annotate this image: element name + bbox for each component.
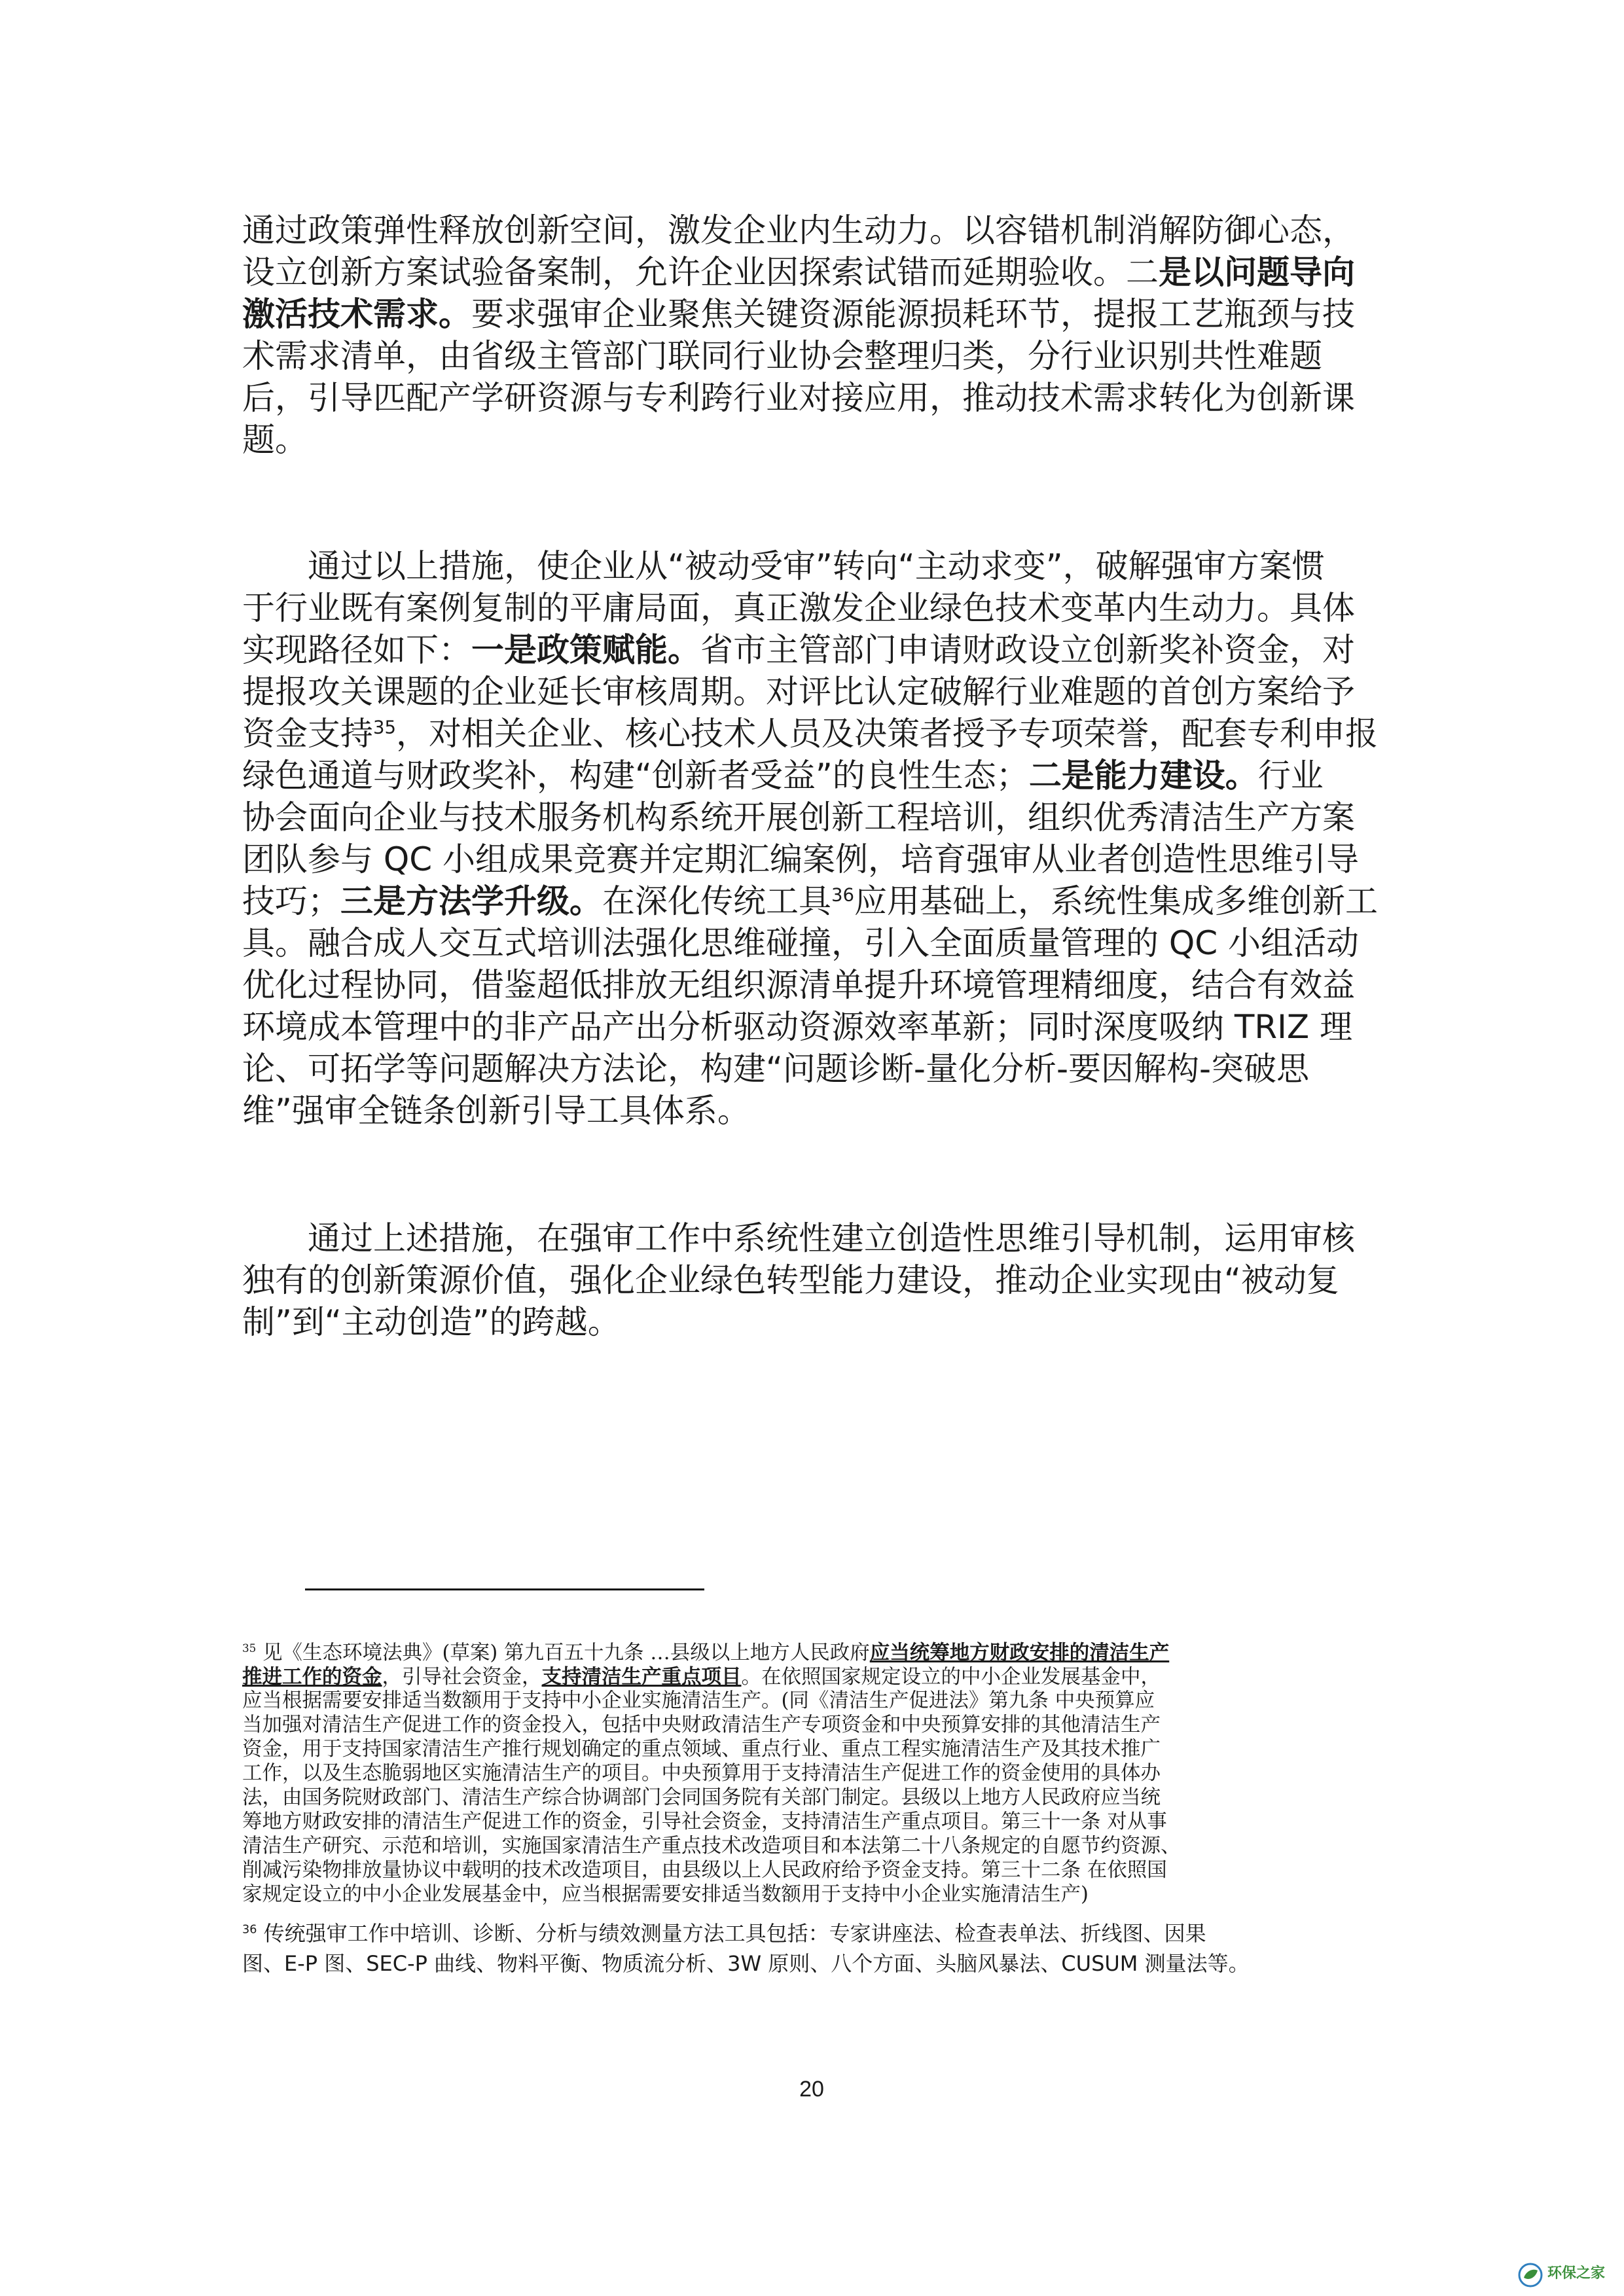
body-line [242,756,1324,795]
text-run: 后，引导匹配产学研资源与专利跨行业对接应用，推动技术需求转化为创新课 [242,379,1355,417]
text-run: 行业 [1257,757,1324,795]
text-run: 图、E-P 图、SEC-P 曲线、物料平衡、物质流分析、3W 原则、八个方面、头脑风暴法、CUSUM 测量法等。 [242,1951,1250,1976]
text-run: 技巧； [242,882,340,920]
text-run: ，引导社会资金， [382,1666,542,1689]
leaf-globe-icon [1517,2262,1543,2288]
body-line [242,714,1378,753]
footnote-ref: 35 [373,717,396,738]
bold-text: 应当统筹地方财政安排的清洁生产 [869,1641,1170,1664]
body-line [242,378,1355,418]
footnote-line [242,1761,1161,1786]
bold-text: 支持清洁生产重点项目 [541,1665,742,1689]
text-run: 绿色通道与财政奖补，构建“创新者受益”的良性生态； [242,757,1029,795]
watermark-label: 环保之家 [1547,2265,1606,2282]
body-line [242,882,1378,921]
body-line [242,336,1322,376]
bold-text: 推进工作的资金 [242,1665,382,1689]
text-run: 维”强审全链条创新引导工具体系。 [242,1092,750,1130]
footnote-line [242,1689,1155,1713]
text-run: 当加强对清洁生产促进工作的资金投入，包括中央财政清洁生产专项资金和中央预算安排的其他清洁生产 [242,1713,1161,1736]
text-run: 实现路径如下： [242,631,471,669]
text-run: 。在依照国家规定设立的中小企业发展基金中， [741,1666,1161,1689]
text-run: 优化过程协同，借鉴超低排放无组织源清单提升环境管理精细度，结合有效益 [242,966,1355,1004]
text-run: 清洁生产研究、示范和培训，实施国家清洁生产重点技术改造项目和本法第二十八条规定的自愿节约资源、 [242,1835,1181,1857]
body-line [242,1049,1309,1088]
text-run: 团队参与 QC 小组成果竞赛并定期汇编案例，培育强审从业者创造性思维引导 [242,840,1360,878]
text-run: 筹地方财政安排的清洁生产促进工作的资金，引导社会资金，支持清洁生产重点项目。第三十一条 对从事 [242,1810,1167,1833]
text-run: ，对相关企业、核心技术人员及决策者授予专项荣誉，配套专利申报 [396,715,1378,753]
text-run: 设立创新方案试验备案制，允许企业因探索试错而延期验收。二 [242,253,1159,291]
footnote-separator [305,1588,704,1590]
text-run: 资金支持 [242,715,373,753]
body-line [242,840,1359,879]
body-line [242,588,1355,628]
text-run: 协会面向企业与技术服务机构系统开展创新工程培训，组织优秀清洁生产方案 [242,798,1355,836]
body-line [242,798,1355,837]
text-run: 于行业既有案例复制的平庸局面，真正激发企业绿色技术变革内生动力。具体 [242,589,1355,627]
footnote-line [242,1949,1250,1978]
bold-text: 是以问题导向 [1159,253,1355,291]
text-run: 术需求清单，由省级主管部门联同行业协会整理归类，分行业识别共性难题 [242,337,1322,375]
footnote-number: 35 [242,1641,257,1655]
body-line [308,547,1325,586]
text-run: 题。 [242,421,308,459]
body-line [242,1302,621,1342]
text-run: 在深化传统工具 [602,882,831,920]
body-line [242,1261,1339,1300]
text-run: 要求强审企业聚焦关键资源能源损耗环节，提报工艺瓶颈与技 [471,295,1355,333]
text-run: 通过以上措施，使企业从“被动受审”转向“主动求变”，破解强审方案惯 [308,547,1325,585]
footnote-line [242,1737,1161,1762]
bold-text: 一是政策赋能。 [471,631,700,669]
body-line [242,420,308,459]
footnote-line [242,1664,1161,1690]
footnote-line [242,1882,1089,1907]
footnote-line [242,1919,1206,1948]
bold-text: 激活技术需求。 [242,295,471,333]
body-line [308,1219,1355,1258]
footnote-ref: 36 [831,884,854,906]
bold-text: 三是方法学升级。 [340,882,602,920]
text-run: 通过政策弹性释放创新空间，激发企业内生动力。以容错机制消解防御心态， [242,211,1355,249]
text-run: 独有的创新策源价值，强化企业绿色转型能力建设，推动企业实现由“被动复 [242,1261,1339,1299]
body-line [242,965,1355,1005]
footnote-line [242,1713,1161,1738]
text-run: 资金，用于支持国家清洁生产推行规划确定的重点领域、重点行业、重点工程实施清洁生产及其技术推广 [242,1738,1161,1761]
text-run: 削减污染物排放量协议中载明的技术改造项目，由县级以上人民政府给予资金支持。第三十二条 在依照国 [242,1859,1167,1882]
body-line [242,211,1355,250]
text-run: 环境成本管理中的非产品产出分析驱动资源效率革新；同时深度吸纳 TRIZ 理 [242,1008,1353,1046]
text-run: 传统强审工作中培训、诊断、分析与绩效测量方法工具包括：专家讲座法、检查表单法、折线图、因果 [257,1921,1206,1946]
watermark-logo [1517,2259,1615,2291]
body-line [242,672,1355,711]
text-run: 论、可拓学等问题解决方法论，构建“问题诊断-量化分析-要因解构-突破思 [242,1050,1310,1088]
text-run: 具。融合成人交互式培训法强化思维碰撞，引入全面质量管理的 QC 小组活动 [242,924,1360,962]
footnote-line [242,1810,1167,1835]
text-run: 法，由国务院财政部门、清洁生产综合协调部门会同国务院有关部门制定。县级以上地方人民政府应当统 [242,1786,1161,1809]
footnote-line [242,1785,1161,1810]
body-line [242,1007,1352,1047]
body-line [242,253,1355,292]
text-run: 通过上述措施，在强审工作中系统性建立创造性思维引导机制，运用审核 [308,1219,1355,1257]
footnote-line [242,1858,1167,1883]
text-run: 应用基础上，系统性集成多维创新工 [854,882,1378,920]
body-line [242,1091,750,1130]
bold-text: 二是能力建设。 [1028,757,1258,795]
footnote-line [242,1640,1169,1666]
body-line [242,295,1355,334]
page-number: 20 [799,2077,824,2102]
text-run: 家规定设立的中小企业发展基金中，应当根据需要安排适当数额用于支持中小企业实施清洁生产) [242,1883,1089,1906]
body-line [242,924,1359,963]
text-run: 制”到“主动创造”的跨越。 [242,1303,621,1341]
text-run: 应当根据需要安排适当数额用于支持中小企业实施清洁生产。(同《清洁生产促进法》第九条 中央预算应 [242,1689,1155,1712]
text-run: 省市主管部门申请财政设立创新奖补资金，对 [700,631,1355,669]
footnote-number: 36 [242,1923,257,1937]
text-run: 提报攻关课题的企业延长审核周期。对评比认定破解行业难题的首创方案给予 [242,673,1355,711]
text-run: 工作，以及生态脆弱地区实施清洁生产的项目。中央预算用于支持清洁生产促进工作的资金使用的具体办 [242,1762,1161,1785]
text-run: 见《生态环境法典》(草案) 第九百五十九条 …县级以上地方人民政府 [256,1641,870,1664]
body-line [242,630,1355,670]
footnote-line [242,1834,1181,1859]
